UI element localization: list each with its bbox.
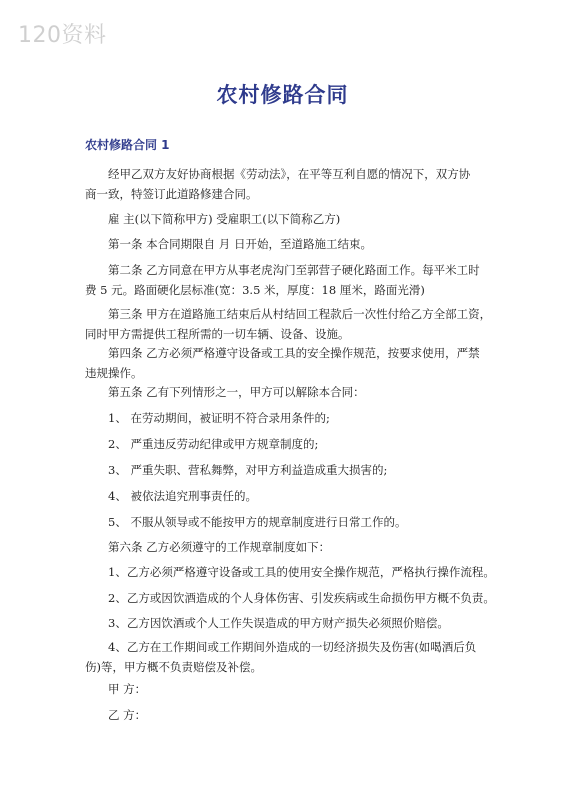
- intro-paragraph: [85, 164, 485, 204]
- parties-paragraph: 雇 主(以下简称甲方) 受雇职工(以下简称乙方): [108, 212, 341, 226]
- watermark: 120资料: [18, 23, 107, 48]
- text-line: 费 5 元。路面硬化层标准(宽：3.5 米，厚度：18 厘米，路面光滑): [85, 283, 425, 297]
- text-line: 4、乙方在工作期间或工作期间外造成的一切经济损失及伤害(如喝酒后负: [108, 640, 477, 654]
- article-4: [85, 343, 485, 383]
- signature-party-a: 甲 方：: [108, 682, 147, 696]
- article-6: 第六条 乙方必须遵守的工作规章制度如下：: [108, 540, 331, 554]
- text-line: 经甲乙双方友好协商根据《劳动法》，在平等互利自愿的情况下，双方协: [108, 167, 471, 181]
- list-item: 3、乙方因饮酒或个人工作失误造成的甲方财产损失必须照价赔偿。: [108, 616, 449, 630]
- article-5: 第五条 乙有下列情形之一，甲方可以解除本合同：: [108, 385, 365, 399]
- text-line: 同时甲方需提供工程所需的一切车辆、设备、设施。: [85, 327, 350, 341]
- text-line: 伤)等，甲方概不负责赔偿及补偿。: [85, 660, 262, 674]
- list-item: 2、乙方或因饮酒造成的个人身体伤害、引发疾病或生命损伤甲方概不负责。: [108, 591, 495, 605]
- text-line: 第二条 乙方同意在甲方从事老虎沟门至郭营子硬化路面工作。每平米工时: [108, 263, 480, 277]
- text-line: 第四条 乙方必须严格遵守设备或工具的安全操作规范，按要求使用，严禁: [108, 346, 480, 360]
- list-item: 3、 严重失职、营私舞弊，对甲方利益造成重大损害的;: [108, 463, 388, 477]
- article-1: 第一条 本合同期限自 月 日开始，至道路施工结束。: [108, 237, 372, 251]
- text-line: 第三条 甲方在道路施工结束后从村结回工程款后一次性付给乙方全部工资，: [108, 307, 492, 321]
- list-item: 1、 在劳动期间，被证明不符合录用条件的;: [108, 411, 330, 425]
- list-item: 2、 严重违反劳动纪律或甲方规章制度的;: [108, 437, 319, 451]
- section-heading: 农村修路合同 1: [85, 138, 170, 152]
- text-line: 违规操作。: [85, 366, 143, 380]
- signature-party-b: 乙 方：: [108, 708, 147, 722]
- article-2: [85, 260, 485, 300]
- list-item: 5、 不服从领导或不能按甲方的规章制度进行日常工作的。: [108, 515, 407, 529]
- article-6-item-4: [85, 637, 485, 677]
- page-title: 农村修路合同: [216, 83, 349, 107]
- list-item: 1、乙方必须严格遵守设备或工具的使用安全操作规范，严格执行操作流程。: [108, 565, 495, 579]
- text-line: 商一致，特签订此道路修建合同。: [85, 187, 258, 201]
- article-3: [85, 304, 492, 344]
- list-item: 4、 被依法追究刑事责任的。: [108, 489, 257, 503]
